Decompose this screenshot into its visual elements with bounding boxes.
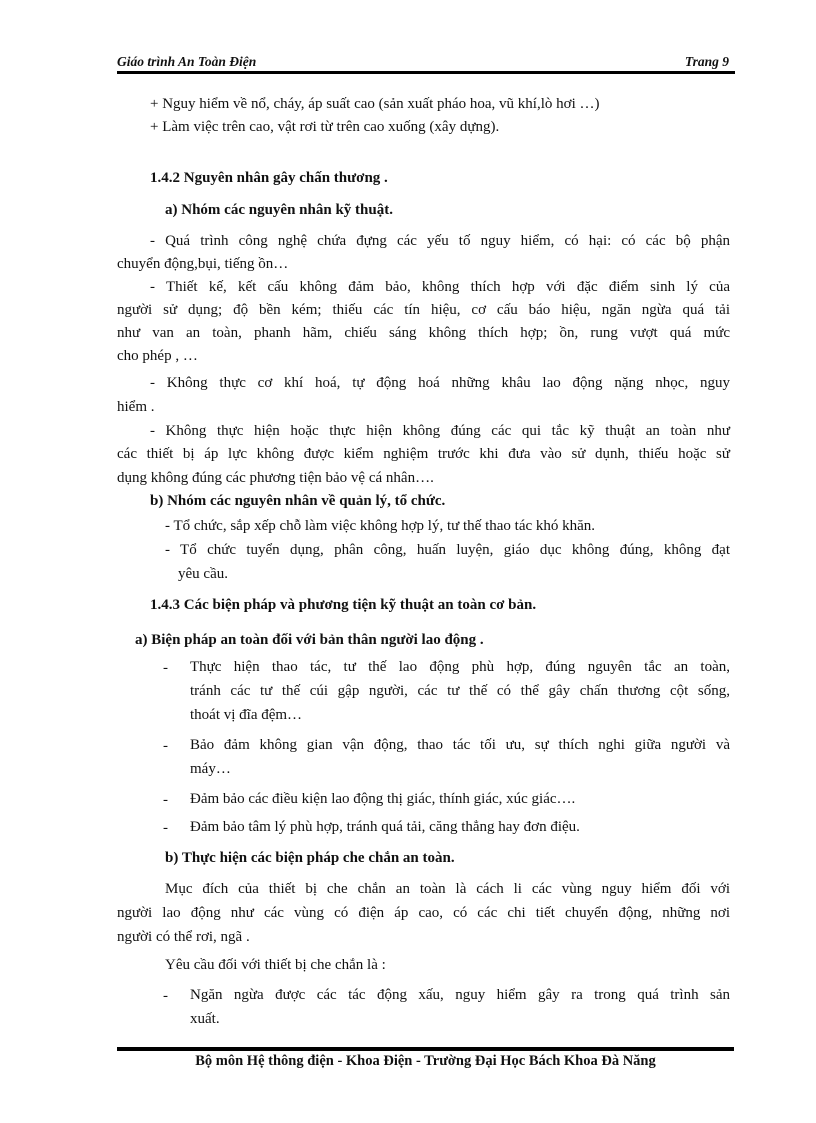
bullet-dash: - [163, 792, 168, 808]
bullet-dash: - [163, 738, 168, 754]
text-line: - Quá trình công nghệ chứa đựng các yếu tố nguy hiểm, có hại: có các bộ phận [150, 233, 730, 249]
bullet-dash: - [163, 820, 168, 836]
subsection-heading: b) Nhóm các nguyên nhân về quản lý, tổ chức. [150, 493, 446, 509]
text-line: - Thiết kế, kết cấu không đảm bảo, không thích hợp với đặc điểm sinh lý của [150, 279, 730, 295]
text-line: người có thể rơi, ngã . [117, 929, 250, 945]
text-line: yêu cầu. [178, 566, 228, 582]
bullet-line: Thực hiện thao tác, tư thế lao động phù hợp, đúng nguyên tắc an toàn, [190, 659, 730, 675]
subsection-heading: b) Thực hiện các biện pháp che chắn an toàn. [165, 850, 455, 866]
bullet-line: xuất. [190, 1011, 220, 1027]
page-number: Trang 9 [684, 54, 729, 69]
footer-rule [117, 1047, 734, 1051]
text-line: cho phép , … [117, 348, 198, 364]
document-title: Giáo trình An Toàn Điện [117, 54, 257, 69]
text-line: các thiết bị áp lực không được kiểm nghiệm trước khi đưa vào sử dụnh, thiếu hoặc sử [117, 446, 730, 462]
section-heading: 1.4.3 Các biện pháp và phương tiện kỹ thuật an toàn cơ bản. [150, 597, 537, 613]
text-line: + Nguy hiểm về nổ, cháy, áp suất cao (sản xuất pháo hoa, vũ khí,lò hơi …) [150, 96, 600, 112]
text-line: như van an toàn, phanh hãm, chiếu sáng không thích hợp; ồn, rung vượt quá mức [117, 325, 730, 341]
bullet-line: tránh các tư thế cúi gập người, các tư thế có thể gây chấn thương cột sống, [190, 683, 730, 699]
subsection-heading: a) Biện pháp an toàn đối với bản thân người lao động . [135, 632, 484, 648]
text-line: hiểm . [117, 399, 155, 415]
text-line: người sử dụng; độ bền kém; thiếu các tín hiệu, cơ cấu báo hiệu, ngăn ngừa quá tải [117, 302, 730, 318]
text-line: - Tổ chức tuyển dụng, phân công, huấn luyện, giáo dục không đúng, không đạt [165, 542, 730, 558]
text-line: - Tổ chức, sắp xếp chỗ làm việc không hợp lý, tư thế thao tác khó khăn. [165, 518, 596, 534]
text-line: - Không thực hiện hoặc thực hiện không đúng các qui tắc kỹ thuật an toàn như [150, 423, 730, 439]
bullet-line: Đảm bảo tâm lý phù hợp, tránh quá tải, căng thẳng hay đơn điệu. [190, 819, 580, 835]
page-footer: Bộ môn Hệ thông điện - Khoa Điện - Trường Đại Học Bách Khoa Đà Năng [195, 1053, 656, 1069]
text-line: - Không thực cơ khí hoá, tự động hoá những khâu lao động nặng nhọc, nguy [150, 375, 730, 391]
bullet-line: Bảo đảm không gian vận động, thao tác tối ưu, sự thích nghi giữa người và [190, 737, 730, 753]
page-header [117, 52, 735, 72]
bullet-dash: - [163, 988, 168, 1004]
bullet-line: thoát vị đĩa đệm… [190, 707, 303, 723]
header-rule [117, 71, 735, 74]
text-line: Mục đích của thiết bị che chắn an toàn là cách li các vùng nguy hiểm đối với [165, 881, 730, 897]
section-heading: 1.4.2 Nguyên nhân gây chấn thương . [150, 170, 388, 186]
text-line: dụng không đúng các phương tiện bảo vệ cá nhân…. [117, 470, 434, 486]
text-line: Yêu cầu đối với thiết bị che chắn là : [165, 957, 386, 973]
bullet-line: Đảm bảo các điều kiện lao động thị giác, thính giác, xúc giác…. [190, 791, 576, 807]
text-line: người lao động như các vùng có điện áp cao, có các chi tiết chuyển động, những nơi [117, 905, 730, 921]
subsection-heading: a) Nhóm các nguyên nhân kỹ thuật. [165, 202, 393, 218]
bullet-line: Ngăn ngừa được các tác động xấu, nguy hiểm gây ra trong quá trình sản [190, 987, 730, 1003]
bullet-dash: - [163, 660, 168, 676]
bullet-line: máy… [190, 761, 231, 777]
text-line: + Làm việc trên cao, vật rơi từ trên cao xuống (xây dựng). [150, 119, 500, 135]
text-line: chuyển động,bụi, tiếng ồn… [117, 256, 289, 272]
